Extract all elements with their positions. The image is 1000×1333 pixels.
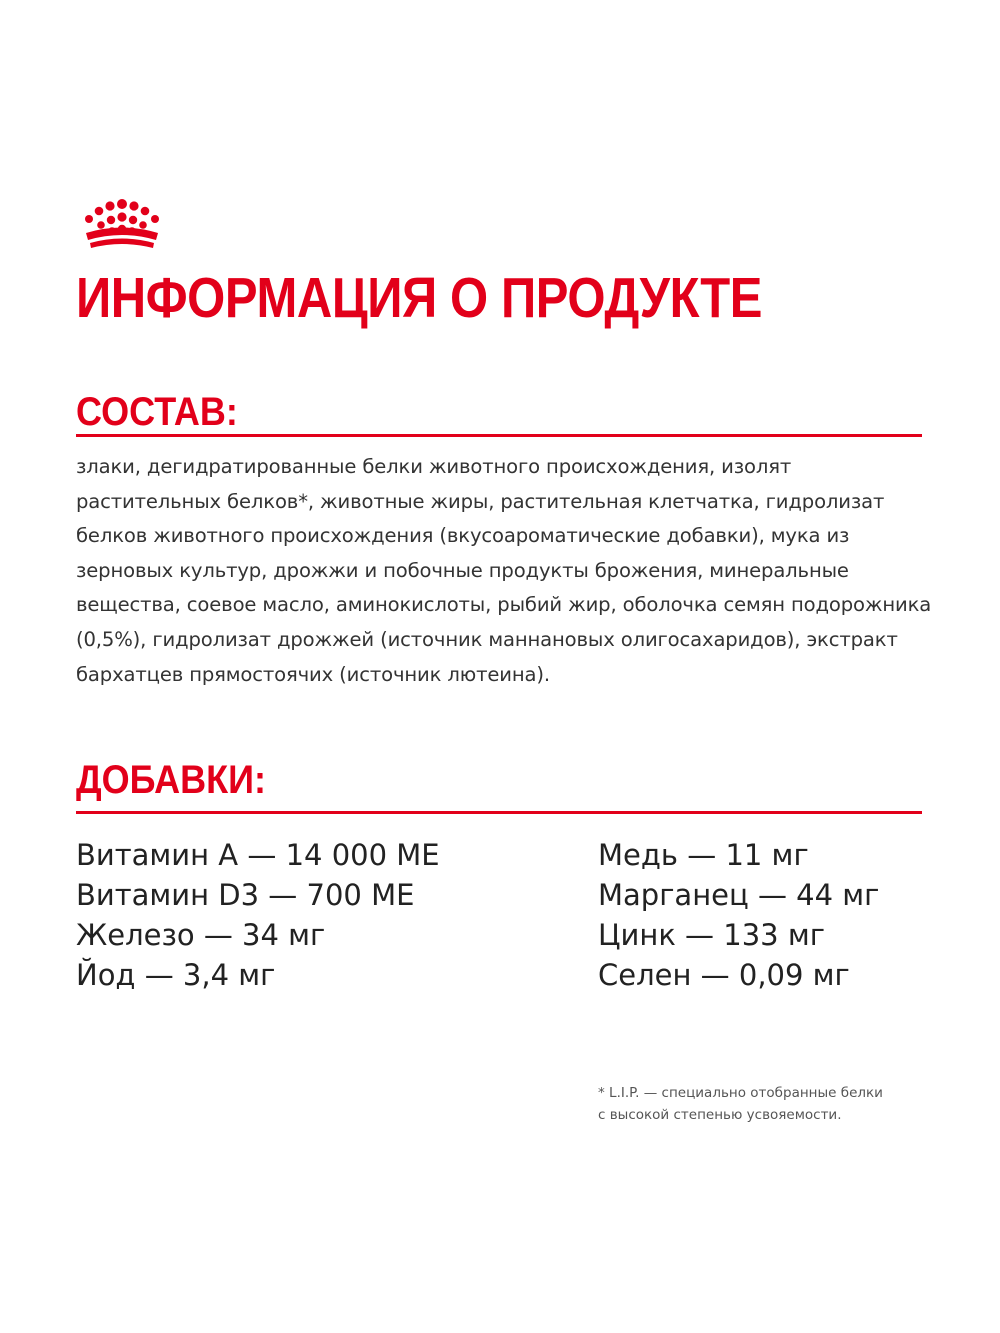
additive-item: Железо — 34 мг (76, 918, 326, 952)
footnote-line: с высокой степенью усвояемости. (598, 1107, 842, 1123)
additives-divider (76, 811, 922, 814)
footnote-line: * L.I.P. — специально отобранные белки (598, 1085, 883, 1101)
additive-item: Медь — 11 мг (598, 838, 809, 872)
additive-item: Цинк — 133 мг (598, 918, 825, 952)
additive-item: Марганец — 44 мг (598, 878, 880, 912)
footnote (598, 1082, 883, 1126)
additives-heading: ДОБАВКИ: (76, 758, 266, 802)
composition-divider (76, 434, 922, 437)
composition-heading: СОСТАВ: (76, 390, 238, 434)
crown-icon (78, 198, 166, 254)
additive-item: Витамин D3 — 700 МЕ (76, 878, 415, 912)
additives-list-left (76, 835, 440, 995)
additive-item: Йод — 3,4 мг (76, 958, 276, 992)
page-title: ИНФОРМАЦИЯ О ПРОДУКТЕ (76, 266, 763, 330)
additive-item: Селен — 0,09 мг (598, 958, 850, 992)
composition-text: злаки, дегидратированные белки животного происхождения, изолят растительных белков*, животные жиры, растительная клетчатка, гидролизат белков животного происхождения (вкусоароматические добавки), мука из зерновых культур, дрожжи и побочные продукты брожения, минеральные вещества, соевое масло, аминокислоты, рыбий жир, оболочка семян подорожника (0,5%), гидролизат дрожжей (источник маннановых олигосахаридов), экстракт бархатцев прямостоячих (источник лютеина). (76, 455, 932, 686)
additive-item: Витамин А — 14 000 МЕ (76, 838, 440, 872)
additives-list-right (598, 835, 879, 995)
